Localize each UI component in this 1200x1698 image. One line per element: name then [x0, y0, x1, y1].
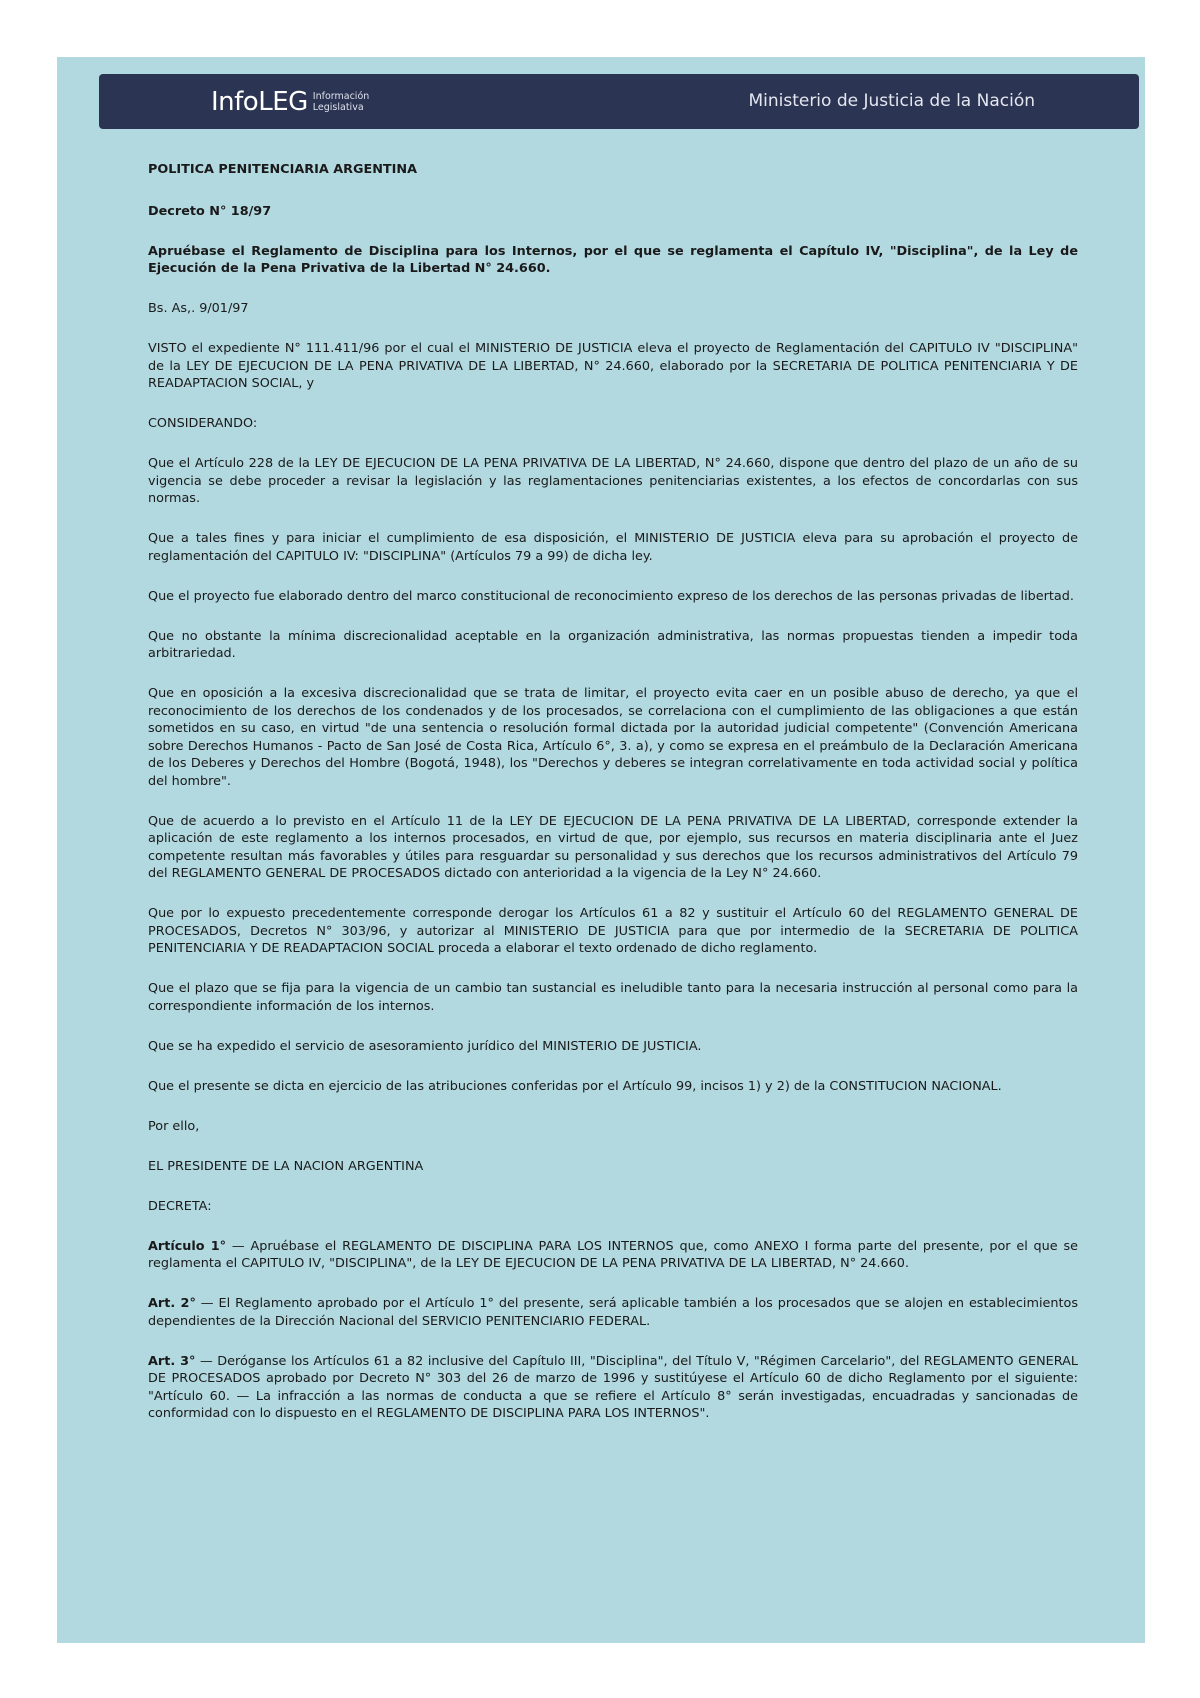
document-page [57, 57, 1145, 1643]
ministry-label: Ministerio de Justicia de la Nación [748, 91, 1035, 111]
considerando-paragraph: Que el proyecto fue elaborado dentro del marco constitucional de reconocimiento expreso de los derechos de las personas privadas de libertad. [148, 588, 1074, 604]
considerando-paragraph: Que se ha expedido el servicio de asesoramiento jurídico del MINISTERIO DE JUSTICIA. [148, 1038, 702, 1054]
president-line: EL PRESIDENTE DE LA NACION ARGENTINA [148, 1158, 424, 1174]
visto-paragraph: VISTO el expediente N° 111.411/96 por el cual el MINISTERIO DE JUSTICIA eleva el proyecto de Reglamentación del CAPITULO IV "DISCIPLINA" de la LEY DE EJECUCION DE LA PENA PRIVATIVA DE LA LIBERTAD, N° 24.660, elaborado por la SECRETARIA DE POLITICA PENITENCIARIA Y DE READAPTACION SOCIAL, y [148, 341, 1078, 391]
document-body [148, 161, 1078, 1445]
considerando-paragraph: Que no obstante la mínima discrecionalidad aceptable en la organización administrativa, las normas propuestas tienden a impedir toda arbitrariedad. [148, 628, 1078, 661]
header-banner [99, 74, 1139, 129]
considerando-paragraph: Que a tales fines y para iniciar el cumplimiento de esa disposición, el MINISTERIO DE JUSTICIA eleva para su aprobación el proyecto de reglamentación del CAPITULO IV: "DISCIPLINA" (Artículos 79 a 99) de dicha ley. [148, 531, 1078, 564]
logo-subtitle [313, 91, 370, 113]
article-3-label: Art. 3° [148, 1353, 196, 1369]
article-2-text: — El Reglamento aprobado por el Artículo 1° del presente, será aplicable también a los procesados que se alojen en establecimientos dependientes de la Dirección Nacional del SERVICIO PENITENCIARIO FEDERAL. [148, 1296, 1078, 1329]
article-3-text: — Deróganse los Artículos 61 a 82 inclusive del Capítulo III, "Disciplina", del Título V, "Régimen Carcelario", del REGLAMENTO GENERAL DE PROCESADOS aprobado por Decreto N° 303 del 26 de marzo de 1996 y sustitúyese el Artículo 60 de dicho Reglamento por el siguiente: "Artículo 60. — La infracción a las normas de conducta a que se refiere el Artículo 8° serán investigadas, encuadradas y sancionadas de conformidad con lo dispuesto en el REGLAMENTO DE DISCIPLINA PARA LOS INTERNOS". [148, 1353, 1079, 1421]
article-1-label: Artículo 1° [148, 1238, 227, 1254]
doc-title: POLITICA PENITENCIARIA ARGENTINA [148, 162, 418, 177]
logo-subtitle-line2: Legislativa [312, 102, 364, 113]
decree-number: Decreto N° 18/97 [148, 203, 272, 219]
considerando-paragraph: Que el Artículo 228 de la LEY DE EJECUCION DE LA PENA PRIVATIVA DE LA LIBERTAD, N° 24.660, dispone que dentro del plazo de un año de su vigencia se debe proceder a revisar la legislación y las reglamentaciones penitenciarias existentes, a los efectos de concordarlas con sus normas. [148, 456, 1078, 506]
considerando-paragraph: Que el plazo que se fija para la vigencia de un cambio tan sustancial es ineludible tanto para la necesaria instrucción al personal como para la correspondiente información de los internos. [148, 981, 1078, 1014]
considerando-paragraph: Que por lo expuesto precedentemente corresponde derogar los Artículos 61 a 82 y sustituir el Artículo 60 del REGLAMENTO GENERAL DE PROCESADOS, Decretos N° 303/96, y autorizar al MINISTERIO DE JUSTICIA para que por intermedio de la SECRETARIA DE POLITICA PENITENCIARIA Y DE READAPTACION SOCIAL proceda a elaborar el texto ordenado de dicho reglamento. [148, 906, 1078, 956]
considerando-paragraph: Que de acuerdo a lo previsto en el Artículo 11 de la LEY DE EJECUCION DE LA PENA PRIVATIVA DE LA LIBERTAD, corresponde extender la aplicación de este reglamento a los internos procesados, en virtud de que, por ejemplo, sus recursos en materia disciplinaria ante el Juez competente resultan más favorables y útiles para resguardar su personalidad y sus derechos que los recursos administrativos del Artículo 79 del REGLAMENTO GENERAL DE PROCESADOS dictado con anterioridad a la vigencia de la Ley N° 24.660. [148, 813, 1078, 881]
article-2 [148, 1295, 1078, 1330]
infoleg-logo[interactable] [211, 83, 369, 121]
article-1-text: — Apruébase el REGLAMENTO DE DISCIPLINA PARA LOS INTERNOS que, como ANEXO I forma parte del presente, por el que se reglamenta el CAPITULO IV, "DISCIPLINA", de la LEY DE EJECUCION DE LA PENA PRIVATIVA DE LA LIBERTAD, N° 24.660. [148, 1238, 1078, 1271]
considerando-paragraph: Que en oposición a la excesiva discrecionalidad que se trata de limitar, el proyecto evita caer en un posible abuso de derecho, ya que el reconocimiento de los derechos de los condenados y de los procesados, se correlaciona con el cumplimiento de las obligaciones a que están sometidos en su caso, en virtud "de una sentencia o resolución formal dictada por la autoridad judicial competente" (Convención Americana sobre Derechos Humanos - Pacto de San José de Costa Rica, Artículo 6°, 3. a), y como se expresa en el preámbulo de la Declaración Americana de los Deberes y Derechos del Hombre (Bogotá, 1948), los "Derechos y deberes se integran correlativamente en toda actividad social y política del hombre". [148, 686, 1078, 789]
por-ello: Por ello, [148, 1118, 200, 1134]
article-3 [148, 1353, 1078, 1423]
logo-subtitle-line1: Información [312, 91, 370, 102]
considerando-paragraph: Que el presente se dicta en ejercicio de las atribuciones conferidas por el Artículo 99, incisos 1) y 2) de la CONSTITUCION NACIONAL. [148, 1078, 1002, 1094]
article-2-label: Art. 2° [148, 1296, 196, 1311]
article-1 [148, 1238, 1078, 1273]
considerando-heading: CONSIDERANDO: [148, 416, 258, 431]
decreta-heading: DECRETA: [148, 1198, 212, 1214]
decree-summary: Apruébase el Reglamento de Disciplina para los Internos, por el que se reglamenta el Capítulo IV, "Disciplina", de la Ley de Ejecución de la Pena Privativa de la Libertad N° 24.660. [148, 243, 1078, 276]
place-date: Bs. As,. 9/01/97 [148, 301, 249, 316]
logo-text: InfoLEG [211, 87, 308, 117]
